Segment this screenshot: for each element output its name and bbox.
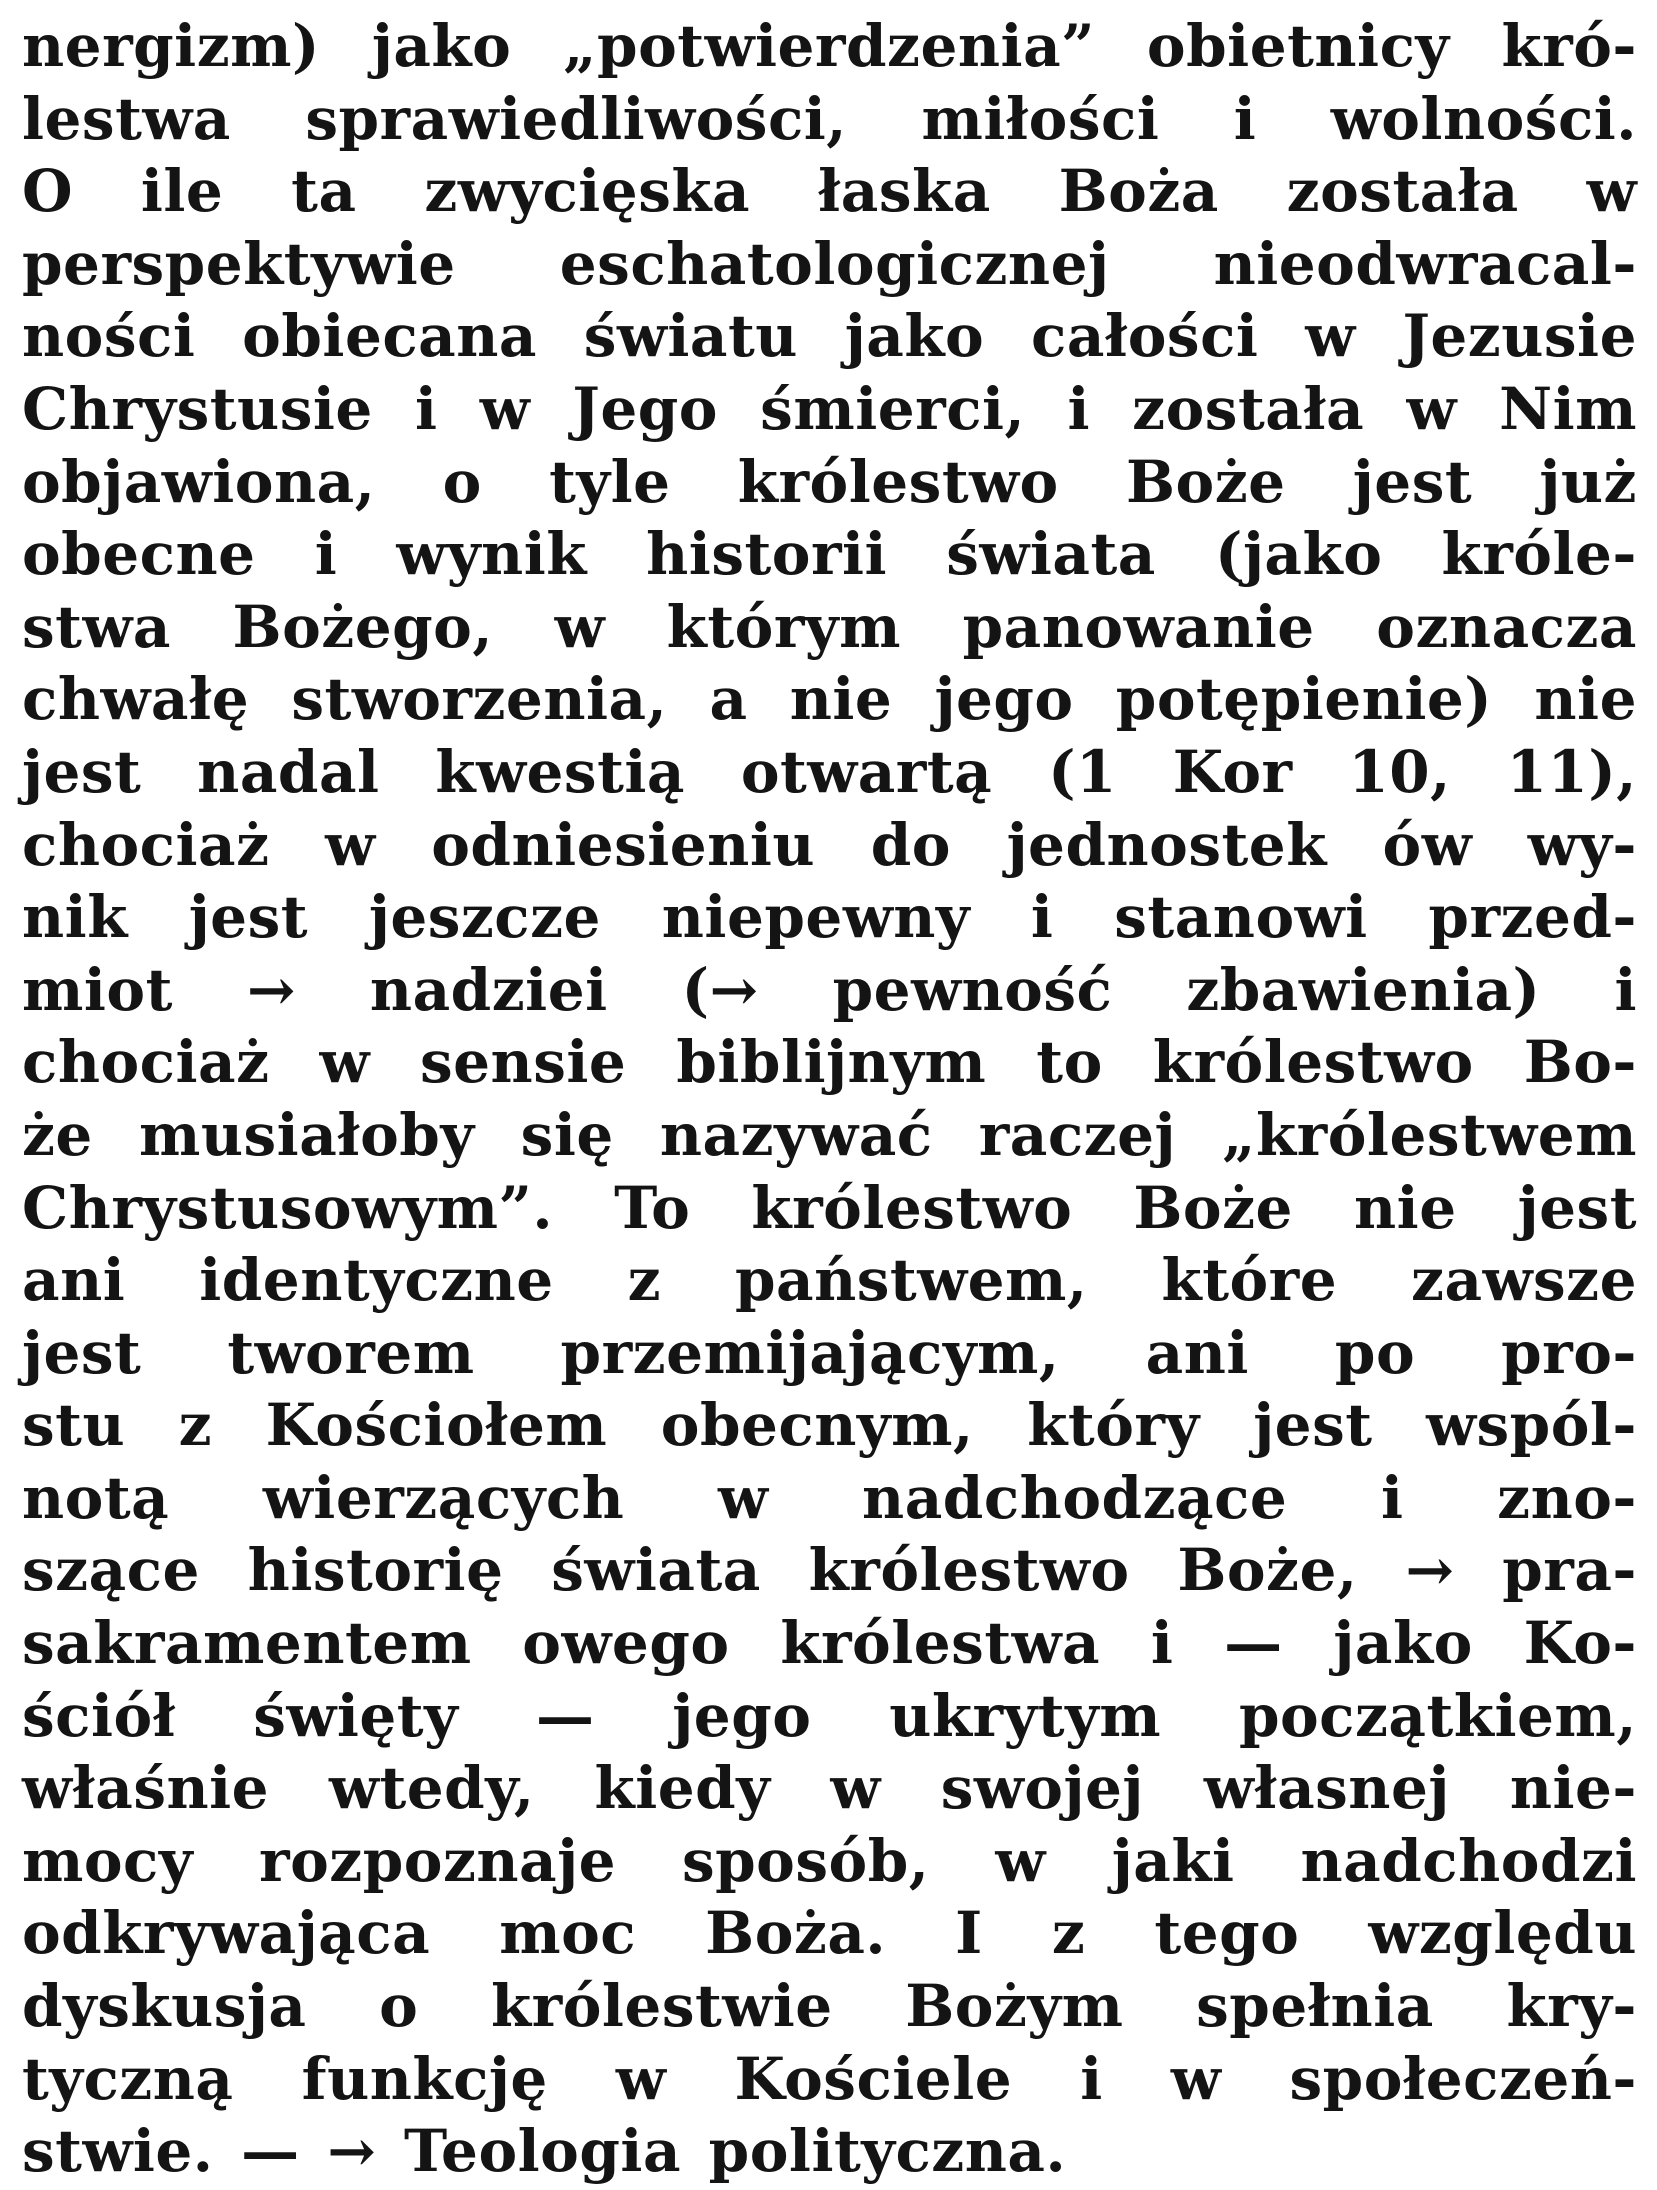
text-line: obecne i wynik historii świata (jako króle- (22, 520, 1637, 589)
document-body (22, 10, 1637, 2188)
text-line-last: stwie. — → Teologia polityczna. (22, 2117, 1067, 2186)
text-line: mocy rozpoznaje sposób, w jaki nadchodzi (22, 1826, 1637, 1895)
text-line: nik jest jeszcze niepewny i stanowi przed- (22, 883, 1637, 952)
text-line: O ile ta zwycięska łaska Boża została w (22, 157, 1637, 226)
text-line: dyskusja o królestwie Bożym spełnia kry- (22, 1972, 1637, 2041)
text-line: lestwa sprawiedliwości, miłości i wolności. (22, 84, 1637, 153)
text-line: jest nadal kwestią otwartą (1 Kor 10, 11), (22, 737, 1637, 806)
text-line: perspektywie eschatologicznej nieodwracal- (22, 229, 1637, 298)
text-line: sakramentem owego królestwa i — jako Ko- (22, 1609, 1637, 1678)
text-line: chociaż w odniesieniu do jednostek ów wy- (22, 810, 1637, 879)
text-line: szące historię świata królestwo Boże, → pra- (22, 1536, 1637, 1605)
text-line: jest tworem przemijającym, ani po pro- (22, 1318, 1637, 1387)
text-line: właśnie wtedy, kiedy w swojej własnej nie- (22, 1754, 1637, 1823)
text-line: tyczną funkcję w Kościele i w społeczeń- (22, 2044, 1637, 2113)
text-line: Chrystusowym”. To królestwo Boże nie jest (22, 1173, 1637, 1242)
text-line: stu z Kościołem obecnym, który jest wspól- (22, 1391, 1637, 1460)
text-line: miot → nadziei (→ pewność zbawienia) i (22, 955, 1637, 1024)
text-line: ściół święty — jego ukrytym początkiem, (22, 1681, 1637, 1750)
text-line: Chrystusie i w Jego śmierci, i została w Nim (22, 374, 1637, 443)
text-line: że musiałoby się nazywać raczej „królestwem (22, 1100, 1637, 1169)
text-line: ności obiecana światu jako całości w Jezusie (22, 302, 1637, 371)
text-line: odkrywająca moc Boża. I z tego względu (22, 1899, 1637, 1968)
text-line: chwałę stworzenia, a nie jego potępienie) nie (22, 665, 1637, 734)
text-line: stwa Bożego, w którym panowanie oznacza (22, 592, 1637, 661)
text-line: ani identyczne z państwem, które zawsze (22, 1246, 1637, 1315)
text-line: nergizm) jako „potwierdzenia” obietnicy kró- (22, 12, 1637, 80)
text-line: notą wierzących w nadchodzące i zno- (22, 1463, 1637, 1532)
text-line: chociaż w sensie biblijnym to królestwo Bo- (22, 1028, 1637, 1097)
text-line: objawiona, o tyle królestwo Boże jest już (22, 447, 1637, 516)
